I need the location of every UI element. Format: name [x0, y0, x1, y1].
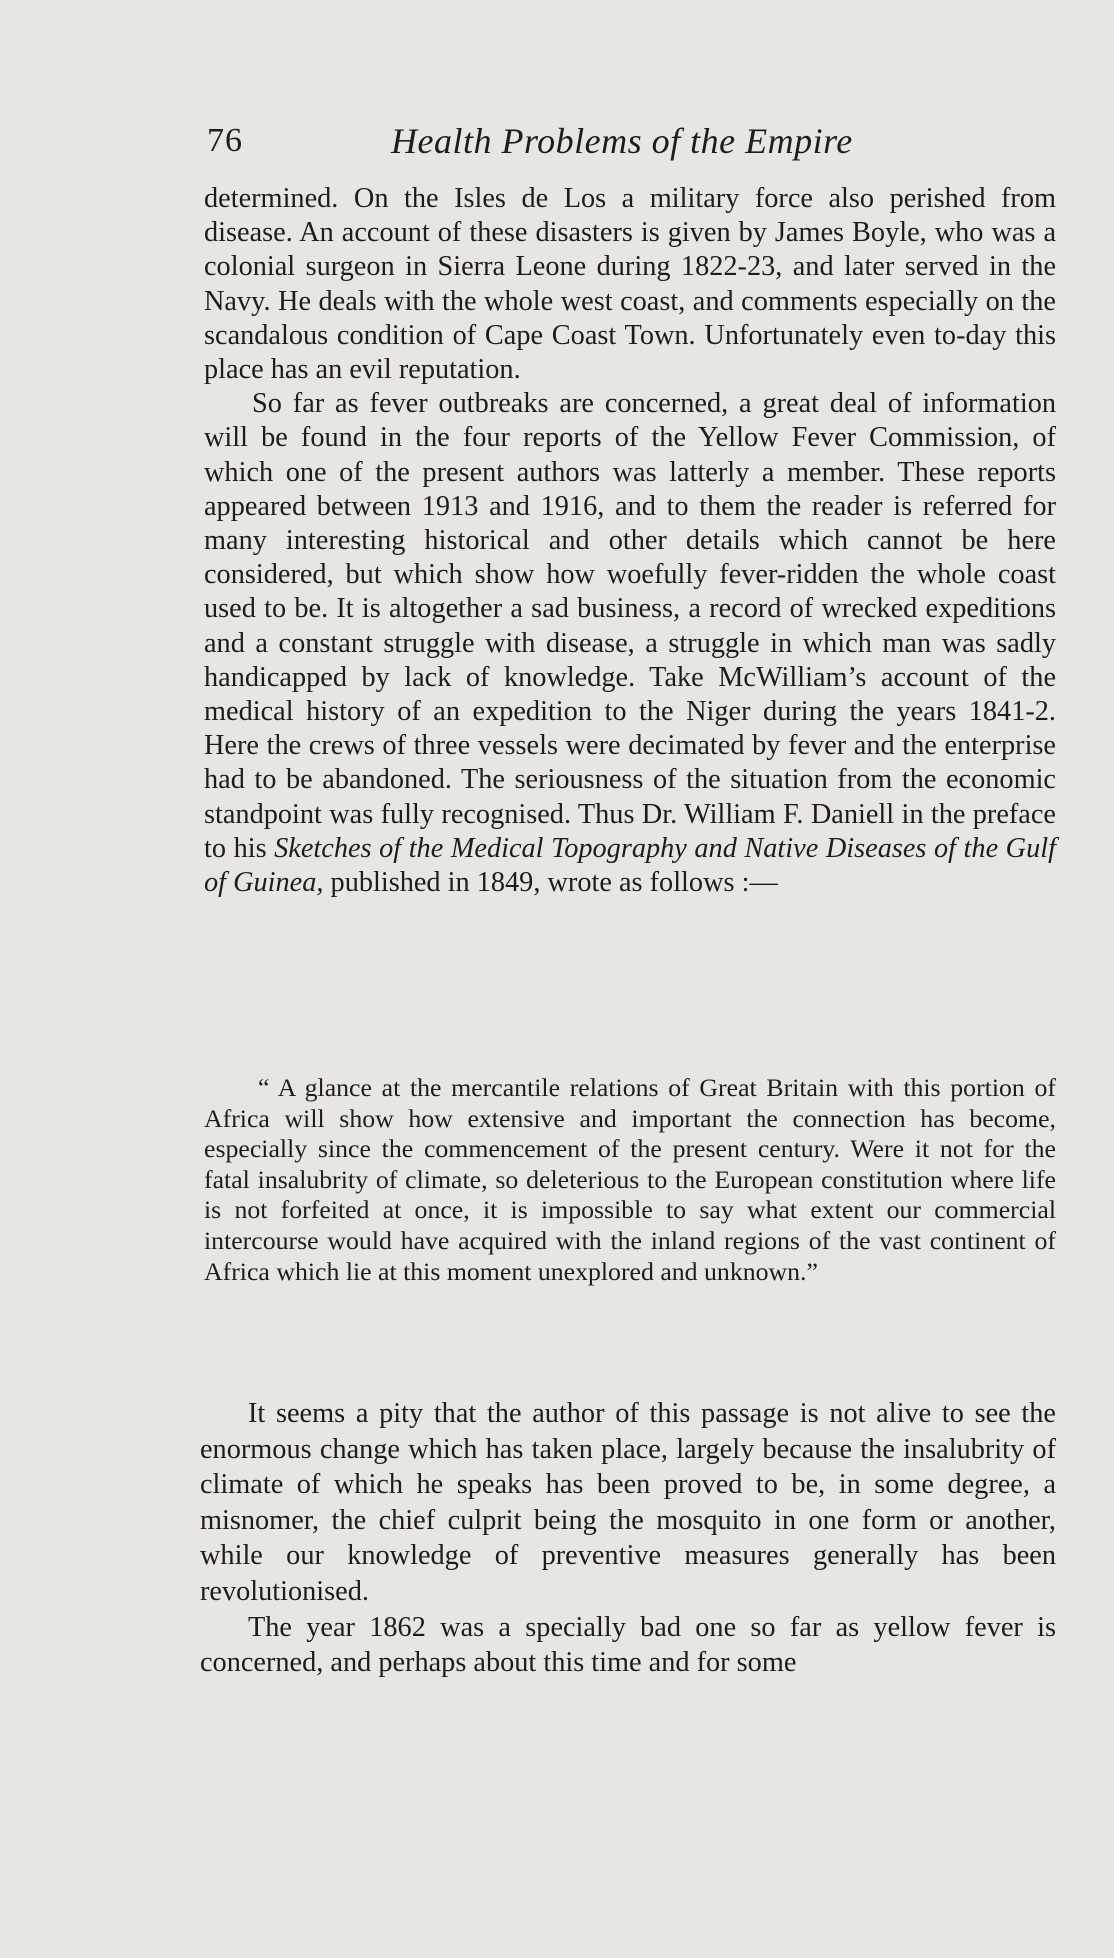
paragraph-fever-outbreaks	[204, 387, 1056, 900]
paragraph-year-1862: The year 1862 was a specially bad one so far as yellow fever is concerned, and perhaps about this time and for some	[200, 1611, 1056, 1679]
paragraph-text-end: published in 1849, wrote as follows :—	[323, 867, 778, 899]
body-text-upper	[204, 182, 1056, 900]
book-title-italic: Sketches of the Medical Topography and Native Diseases of the Gulf of Guinea,	[204, 832, 1056, 899]
body-text-lower	[200, 1396, 1056, 1681]
page-header	[207, 118, 1047, 178]
paragraph-text: So far as fever outbreaks are concerned, a great deal of information will be found in the four reports of the Yellow Fever Commission, of which one of the present authors was latterly a member. These reports appeared between 1913 and 1916, and to them the reader is referred for many interesting historical and other details which cannot be here considered, but which show how woefully fever-ridden the whole coast used to be. It is altogether a sad business, a record of wrecked expeditions and a constant struggle with disease, a struggle in which man was sadly handicapped by lack of knowledge. Take McWilliam’s account of the medical history of an expedition to the Niger during the years 1841-2. Here the crews of three vessels were decimated by fever and the enterprise had to be abandoned. The seriousness of the situation from the economic standpoint was fully recognised. Thus Dr. William F. Daniell in the preface to his	[204, 388, 1056, 864]
running-title: Health Problems of the Empire	[391, 121, 853, 161]
page-number: 76	[207, 122, 243, 159]
paragraph-pity: It seems a pity that the author of this passage is not alive to see the enormous change which has taken place, largely because the insalubrity of climate of which he speaks has been proved to be, in some degree, a misnomer, the chief culprit being the mosquito in one form or another, while our knowledge of preventive measures generally has been revolutionised.	[200, 1398, 1056, 1607]
block-quote: “ A glance at the mercantile relations of Great Britain with this portion of Africa will show how extensive and important the connection has become, especially since the commencement of the present century. Were it not for the fatal insalubrity of climate, so deleterious to the European constitution where life is not forfeited at once, it is impossible to say what extent our commercial intercourse would have acquired with the inland regions of the vast continent of Africa which lie at this moment unexplored and unknown.”	[204, 1073, 1056, 1286]
paragraph-continued: determined. On the Isles de Los a military force also perished from disease. An account of these disasters is given by James Boyle, who was a colonial surgeon in Sierra Leone during 1822-23, and later served in the Navy. He deals with the whole west coast, and comments especially on the scandalous condition of Cape Coast Town. Unfortunately even to-day this place has an evil reputation.	[204, 183, 1056, 386]
